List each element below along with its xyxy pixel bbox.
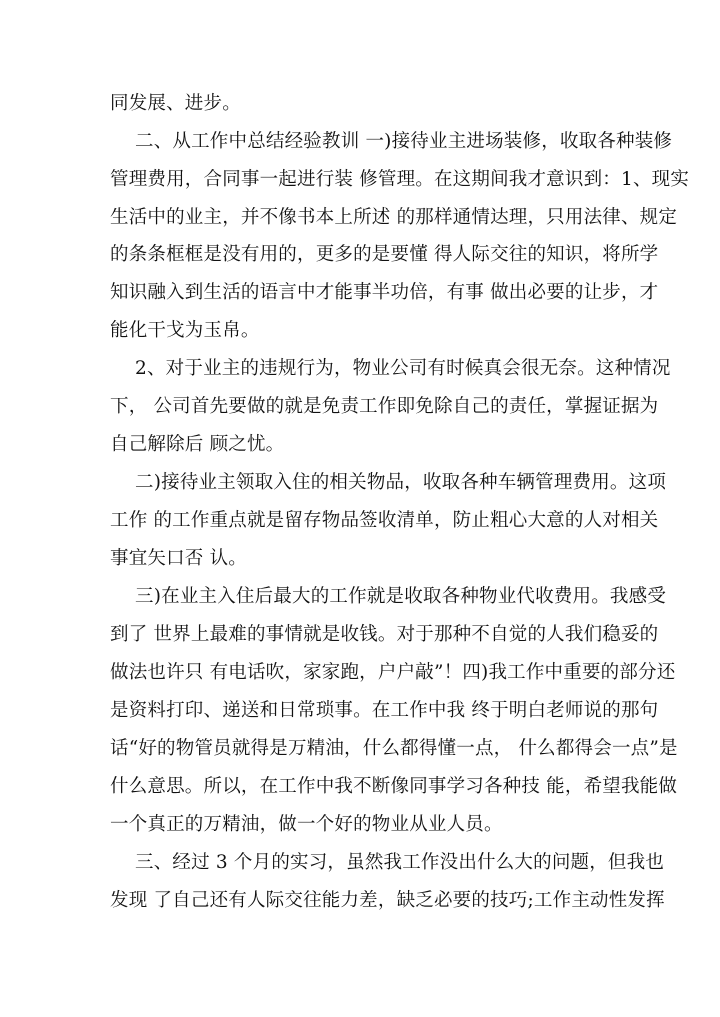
- text-line: 二)接待业主领取入住的相关物品，收取各种车辆管理费用。这项: [135, 472, 667, 493]
- text-line: 下， 公司首先要做的就是免责工作即免除自己的责任，掌握证据为: [110, 396, 659, 417]
- text-line: 生活中的业主，并不像书本上所述 的那样通情达理，只用法律、规定: [110, 207, 678, 228]
- text-line: 管理费用，合同事一起进行装 修管理。在这期间我才意识到：1、现实: [110, 169, 690, 190]
- text-line: 三)在业主入住后最大的工作就是收取各种物业代收费用。我感受: [135, 586, 667, 607]
- text-line: 知识融入到生活的语言中才能事半功倍，有事 做出必要的让步，才: [110, 282, 659, 303]
- text-line: 做法也许只 有电话吹，家家跑，户户敲”！四)我工作中重要的部分还: [110, 662, 676, 683]
- text-line: 发现 了自己还有人际交往能力差，缺乏必要的技巧;工作主动性发挥: [110, 890, 665, 911]
- text-line: 是资料打印、递送和日常琐事。在工作中我 终于明白老师说的那句: [110, 700, 659, 721]
- text-line: 同发展、进步。: [110, 93, 241, 114]
- text-line: 一个真正的万精油，做一个好的物业从业人员。: [110, 814, 503, 835]
- text-line: 二、从工作中总结经验教训 一)接待业主进场装修，收取各种装修: [135, 131, 673, 152]
- text-line: 的条条框框是没有用的，更多的是要懂 得人际交往的知识，将所学: [110, 244, 659, 265]
- text-line: 什么意思。所以，在工作中我不断像同事学习各种技 能，希望我能做: [110, 776, 678, 797]
- text-line: 到了 世界上最难的事情就是收钱。对于那种不自觉的人我们稳妥的: [110, 624, 659, 645]
- text-line: 2、对于业主的违规行为，物业公司有时候真会很无奈。这种情况: [135, 358, 671, 379]
- text-line: 三、经过 3 个月的实习，虽然我工作没出什么大的问题，但我也: [135, 852, 665, 873]
- text-line: 话“好的物管员就得是万精油，什么都得懂一点， 什么都得会一点”是: [110, 738, 678, 759]
- text-line: 能化干戈为玉帛。: [110, 320, 260, 341]
- text-line: 事宜矢口否 认。: [110, 548, 247, 569]
- text-line: 工作 的工作重点就是留存物品签收清单，防止粗心大意的人对相关: [110, 510, 659, 531]
- text-line: 自己解除后 顾之忧。: [110, 434, 285, 455]
